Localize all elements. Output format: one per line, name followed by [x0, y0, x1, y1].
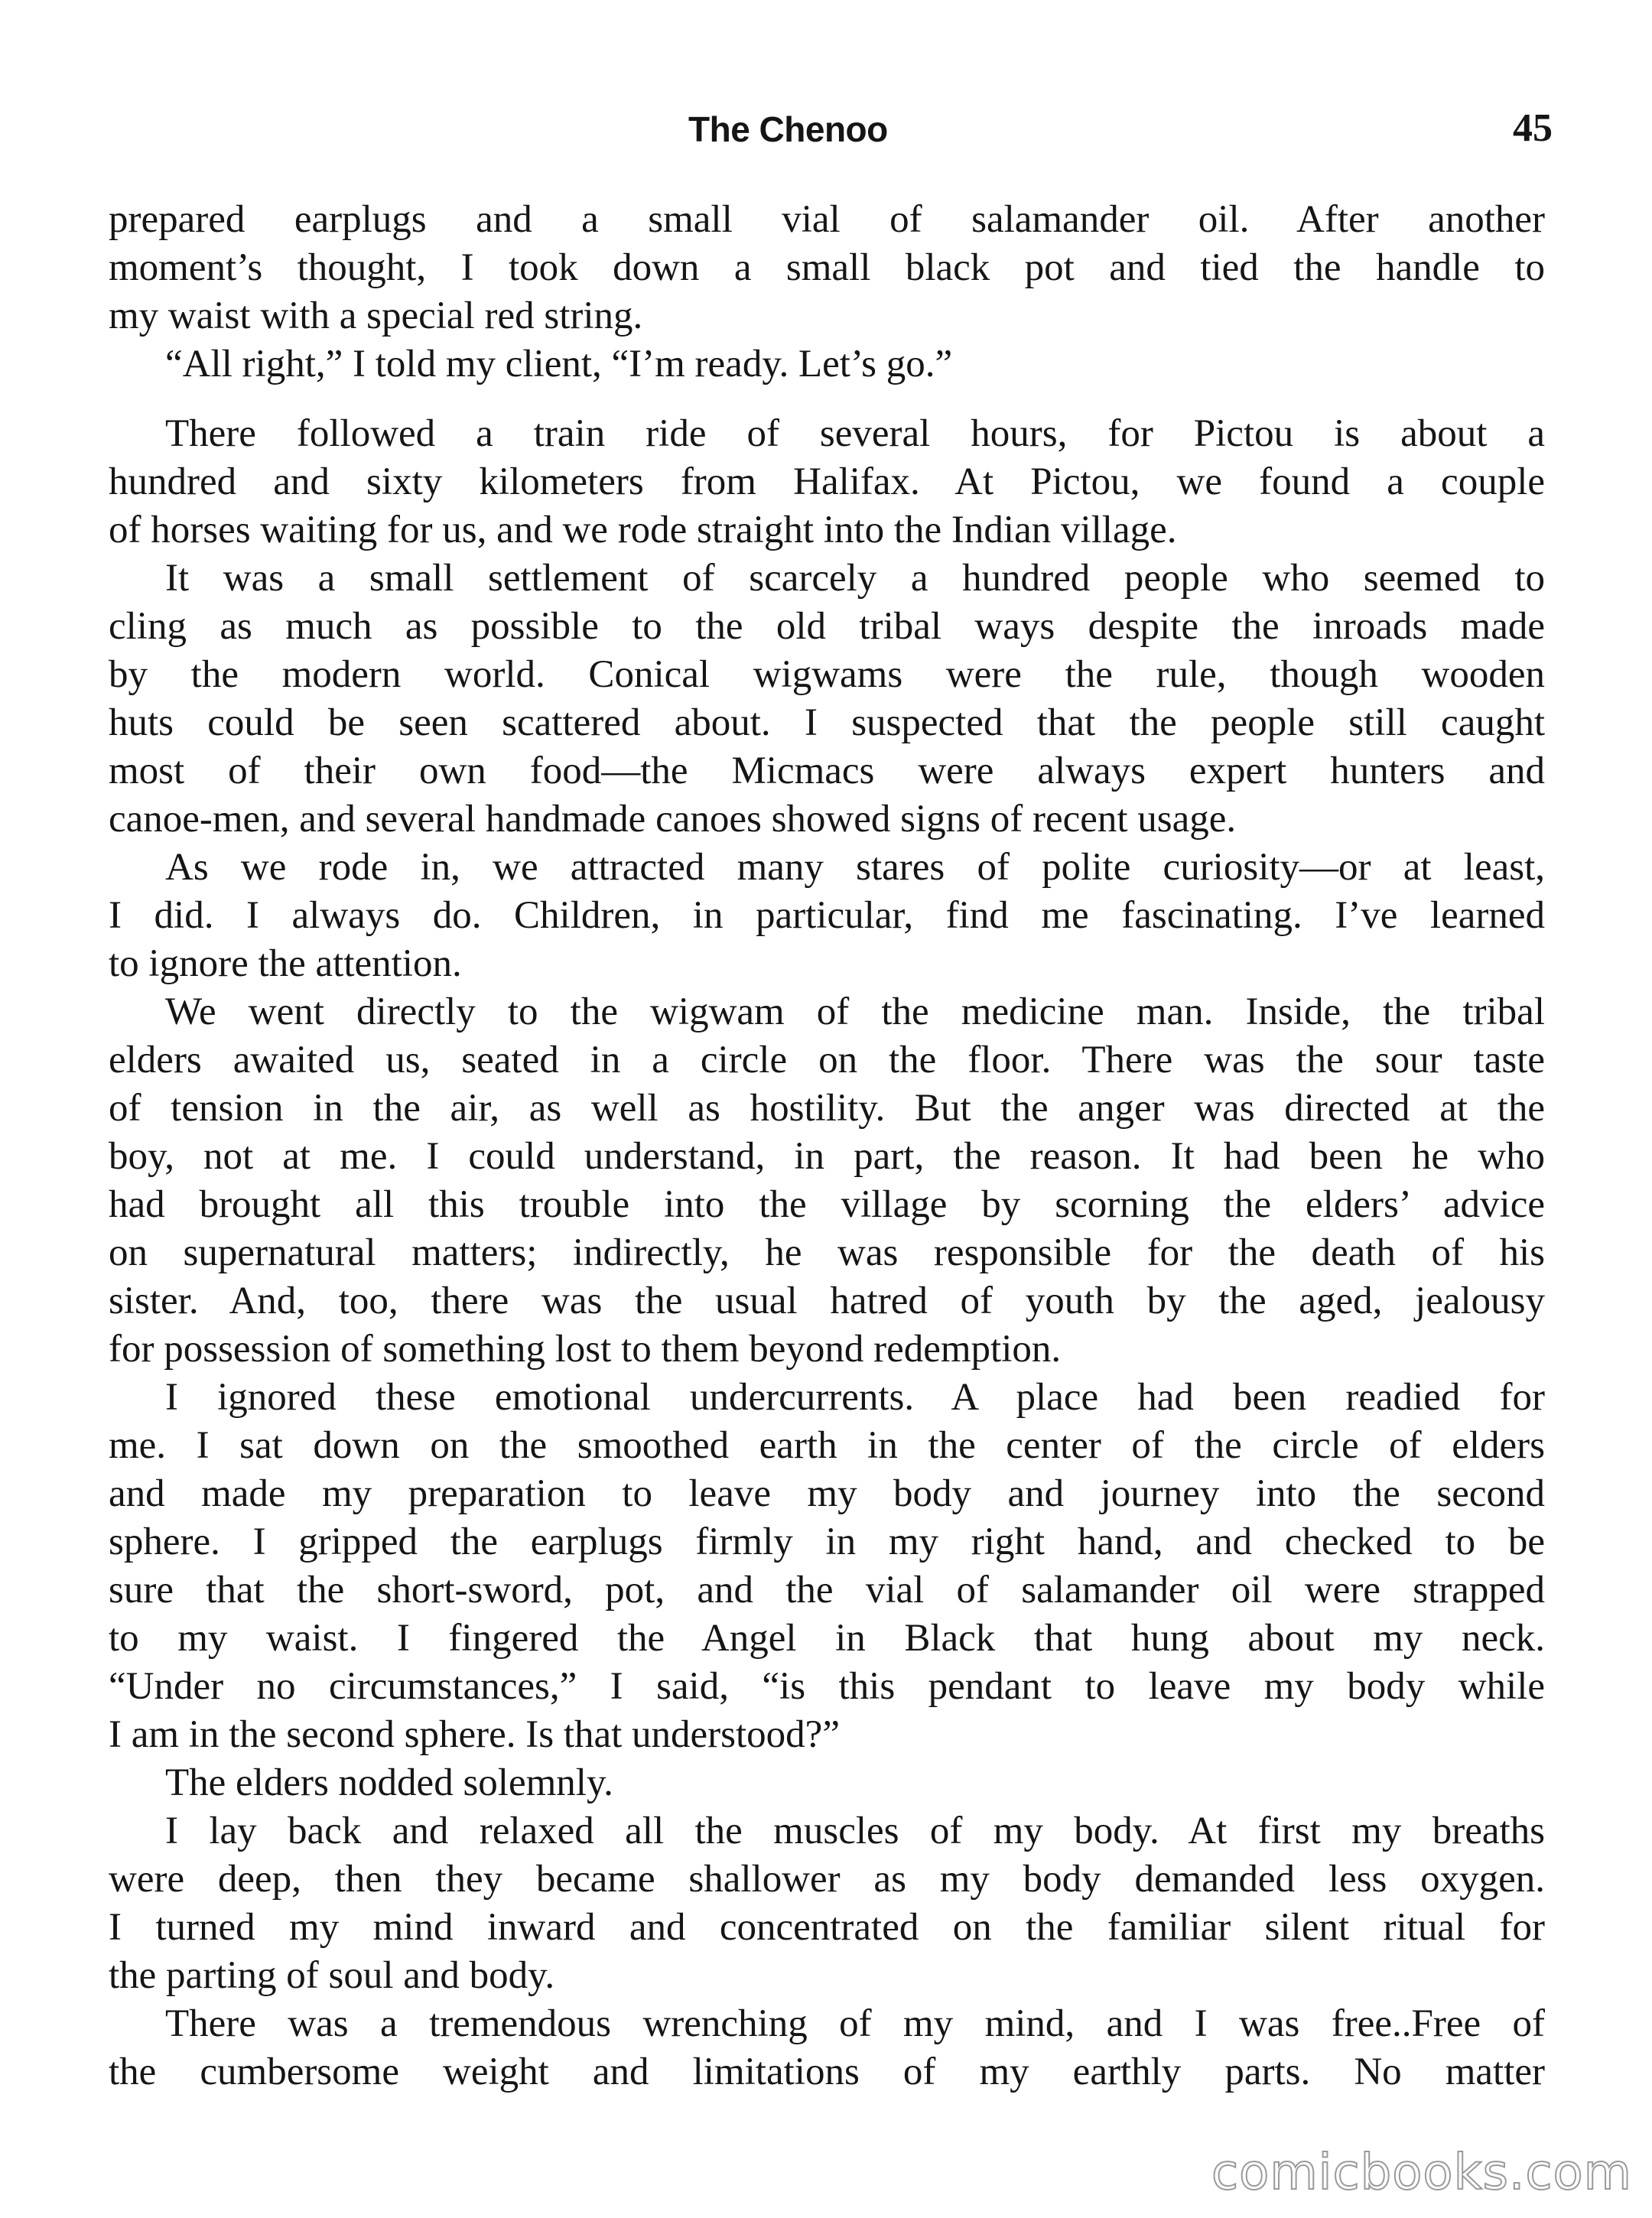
text-line: I lay back and relaxed all the muscles of my body. At first my breaths	[165, 1810, 1545, 1852]
text-line: There was a tremendous wrenching of my mind, and I was free..Free of	[165, 2002, 1545, 2045]
text-line: We went directly to the wigwam of the medicine man. Inside, the tribal	[165, 990, 1545, 1033]
text-line: I am in the second sphere. Is that understood?”	[109, 1713, 840, 1756]
text-line: most of their own food—the Micmacs were always expert hunters and	[109, 750, 1545, 792]
text-line: for possession of something lost to them beyond redemption.	[109, 1328, 1062, 1371]
text-line: sphere. I gripped the earplugs firmly in my right hand, and checked to be	[109, 1520, 1545, 1563]
text-line: “All right,” I told my client, “I’m ready. Let’s go.”	[165, 343, 953, 385]
text-line: sister. And, too, there was the usual hatred of youth by the aged, jealousy	[109, 1280, 1545, 1322]
text-line: were deep, then they became shallower as my body demanded less oxygen.	[109, 1858, 1545, 1901]
text-line: of horses waiting for us, and we rode straight into the Indian village.	[109, 509, 1177, 551]
text-line: huts could be seen scattered about. I suspected that the people still caught	[109, 701, 1545, 744]
text-line: on supernatural matters; indirectly, he was responsible for the death of his	[109, 1231, 1545, 1274]
text-line: had brought all this trouble into the village by scorning the elders’ advice	[109, 1183, 1545, 1226]
text-line: I turned my mind inward and concentrated on the familiar silent ritual for	[109, 1906, 1545, 1949]
text-line: to ignore the attention.	[109, 942, 462, 985]
running-head: The Chenoo	[688, 109, 888, 149]
body-text	[109, 196, 1545, 2096]
text-line: boy, not at me. I could understand, in part, the reason. It had been he who	[109, 1135, 1545, 1178]
text-line: the parting of soul and body.	[109, 1954, 555, 1997]
text-line: As we rode in, we attracted many stares of polite curiosity—or at least,	[165, 846, 1545, 889]
text-line: by the modern world. Conical wigwams were the rule, though wooden	[109, 653, 1545, 696]
text-line: There followed a train ride of several hours, for Pictou is about a	[165, 412, 1545, 455]
watermark-logo: comicbooks.com	[1211, 2145, 1632, 2201]
page-number: 45	[1513, 106, 1553, 150]
text-line: moment’s thought, I took down a small black pot and tied the handle to	[109, 246, 1545, 289]
text-line: and made my preparation to leave my body and journey into the second	[109, 1472, 1545, 1515]
text-line: sure that the short-sword, pot, and the vial of salamander oil were strapped	[109, 1569, 1545, 1611]
text-line: I ignored these emotional undercurrents. A place had been readied for	[165, 1376, 1545, 1419]
text-line: my waist with a special red string.	[109, 294, 643, 337]
text-line: elders awaited us, seated in a circle on the floor. There was the sour taste	[109, 1039, 1545, 1081]
text-line: hundred and sixty kilometers from Halifax. At Pictou, we found a couple	[109, 460, 1545, 503]
text-line: prepared earplugs and a small vial of salamander oil. After another	[109, 198, 1545, 241]
text-line: to my waist. I fingered the Angel in Black that hung about my neck.	[109, 1617, 1545, 1660]
text-line: “Under no circumstances,” I said, “is this pendant to leave my body while	[109, 1665, 1545, 1708]
text-line: cling as much as possible to the old tribal ways despite the inroads made	[109, 605, 1545, 648]
text-line: The elders nodded solemnly.	[165, 1761, 613, 1804]
text-line: It was a small settlement of scarcely a hundred people who seemed to	[165, 557, 1545, 600]
text-line: of tension in the air, as well as hostility. But the anger was directed at the	[109, 1087, 1545, 1130]
text-line: me. I sat down on the smoothed earth in the center of the circle of elders	[109, 1424, 1545, 1467]
text-line: I did. I always do. Children, in particular, find me fascinating. I’ve learned	[109, 894, 1545, 937]
text-line: the cumbersome weight and limitations of my earthly parts. No matter	[109, 2051, 1545, 2093]
text-line: canoe-men, and several handmade canoes showed signs of recent usage.	[109, 798, 1237, 841]
